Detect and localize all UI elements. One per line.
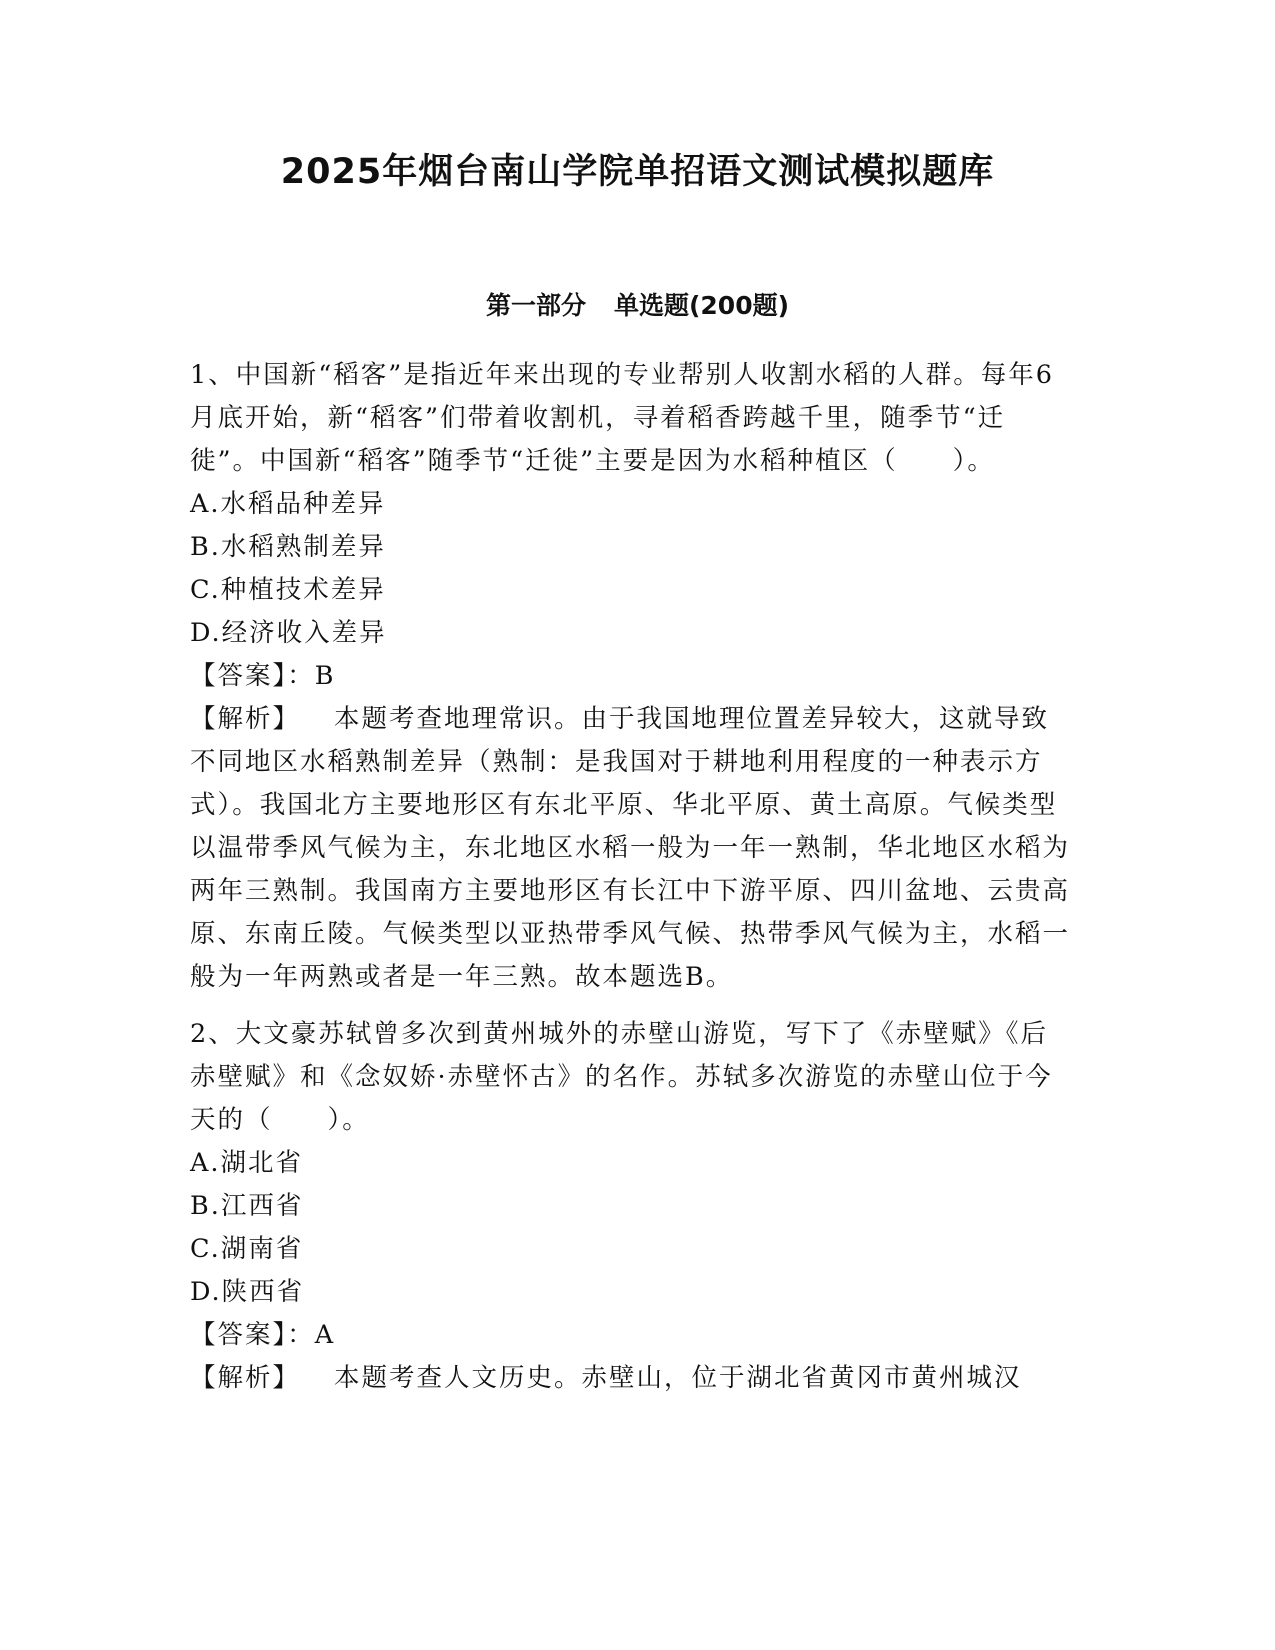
answer-value: B — [314, 661, 336, 691]
option-d: D.陕西省 — [190, 1277, 305, 1307]
question-item — [190, 1013, 1070, 1400]
analysis-text: 本题考查人文历史。赤壁山，位于湖北省黄冈市黄州城汉 — [334, 1363, 1022, 1393]
section-heading — [0, 288, 1275, 324]
answer-line — [190, 655, 1070, 698]
option-b: B.水稻熟制差异 — [190, 532, 386, 562]
option-a: A.湖北省 — [190, 1148, 304, 1178]
answer-line — [190, 1314, 1070, 1357]
answer-value: A — [314, 1320, 336, 1350]
question-stem: 2、大文豪苏轼曾多次到黄州城外的赤壁山游览，写下了《赤壁赋》《后赤壁赋》和《念奴娇·赤壁怀古》的名作。苏轼多次游览的赤壁山位于今天的（ ）。 — [190, 1019, 1053, 1135]
option-c: C.湖南省 — [190, 1234, 304, 1264]
analysis-paragraph — [190, 1357, 1070, 1400]
answer-label: 【答案】： — [190, 661, 315, 691]
option-a: A.水稻品种差异 — [190, 489, 386, 519]
question-list — [190, 354, 1070, 1414]
option-b: B.江西省 — [190, 1191, 304, 1221]
analysis-text: 本题考查地理常识。由于我国地理位置差异较大，这就导致不同地区水稻熟制差异（熟制：是我国对于耕地利用程度的一种表示方式）。我国北方主要地形区有东北平原、华北平原、黄土高原。气候类型以温带季风气候为主，东北地区水稻一般为一年一熟制，华北地区水稻为两年三熟制。我国南方主要地形区有长江中下游平原、四川盆地、云贵高原、东南丘陵。气候类型以亚热带季风气候、热带季风气候为主，水稻一般为一年两熟或者是一年三熟。故本题选B。 — [190, 704, 1071, 992]
option-c: C.种植技术差异 — [190, 575, 386, 605]
section-part: 第一部分 — [485, 291, 586, 320]
analysis-paragraph — [190, 698, 1070, 999]
answer-label: 【答案】： — [190, 1320, 315, 1350]
section-name: 单选题(200题) — [613, 291, 790, 320]
analysis-label: 【解析】 — [190, 1363, 301, 1393]
analysis-label: 【解析】 — [190, 704, 301, 734]
question-stem: 1、中国新“稻客”是指近年来出现的专业帮别人收割水稻的人群。每年6月底开始，新“稻客”们带着收割机，寻着稻香跨越千里，随季节“迁徙”。中国新“稻客”随季节“迁徙”主要是因为水稻种植区（ ）。 — [190, 360, 1055, 476]
document-title: 2025年烟台南山学院单招语文测试模拟题库 — [280, 152, 995, 192]
question-item — [190, 354, 1070, 999]
option-d: D.经济收入差异 — [190, 618, 387, 648]
